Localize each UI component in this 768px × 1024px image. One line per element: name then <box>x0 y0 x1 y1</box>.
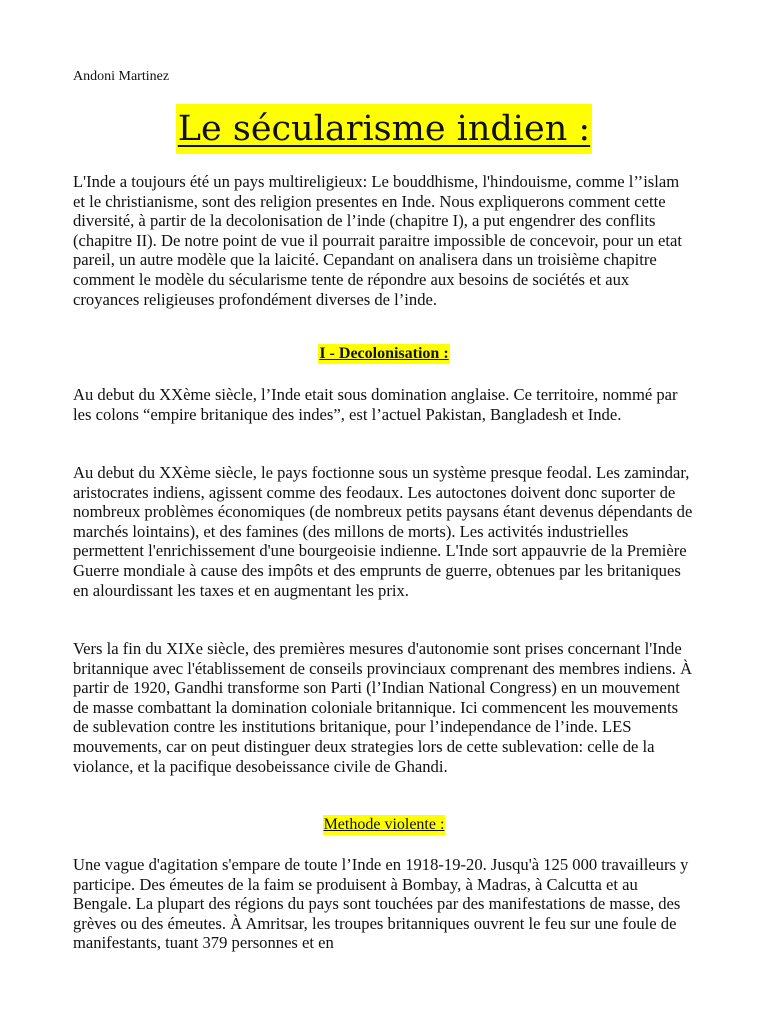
section1-paragraph-3: Vers la fin du XIXe siècle, des premières mesures d'autonomie sont prises concernant l'Inde britannique avec l'établissement de conseils provinciaux comprenant des membres indiens. À partir de 1920, Gandhi transforme son Parti (l’Indian National Congress) en un mouvement de masse combattant la domination coloniale britannique. Ici commencent les mouvements de sublevation contre les institutions britanique, pour l’independance de l’inde. LES mouvements, car on peut distinguer deux strategies lors de cette sublevation: celle de la violance, et la pacifique desobeissance civile de Ghandi. <box>73 639 693 776</box>
section2-heading-container <box>0 815 768 835</box>
section1-heading: I - Decolonisation : <box>319 345 449 362</box>
document-title: Le sécularisme indien : <box>176 104 592 154</box>
title-container <box>0 104 768 154</box>
section1-paragraph-2: Au debut du XXème siècle, le pays foctionne sous un système presque feodal. Les zamindar, aristocrates indiens, agissent comme des feodaux. Les autoctones doivent donc suporter de nombreux problèmes économiques (de nombreux petits paysans étant devenus dépendants de marchés lointains), et des famines (des millons de morts). Les activités industrielles permettent l'enrichissement d'une bourgeoisie indienne. L'Inde sort appauvrie de la Première Guerre mondiale à cause des impôts et des emprunts de guerre, obtenues par les britaniques en alourdissant les taxes et en augmentant les prix. <box>73 463 693 600</box>
section2-paragraph-1: Une vague d'agitation s'empare de toute l’Inde en 1918-19-20. Jusqu'à 125 000 travailleurs y participe. Des émeutes de la faim se produisent à Bombay, à Madras, à Calcutta et au Bengale. La plupart des régions du pays sont touchées par des manifestations de masse, des grèves ou des émeutes. À Amritsar, les troupes britanniques ouvrent le feu sur une foule de manifestants, tuant 379 personnes et en <box>73 855 689 953</box>
author-name: Andoni Martinez <box>73 69 170 84</box>
section1-heading-container <box>0 344 768 364</box>
section2-heading: Methode violente : <box>323 816 445 833</box>
section1-paragraph-1: Au debut du XXème siècle, l’Inde etait sous domination anglaise. Ce territoire, nommé par les colons “empire britanique des indes”, est l’actuel Pakistan, Bangladesh et Inde. <box>73 385 678 424</box>
intro-paragraph: L'Inde a toujours été un pays multireligieux: Le bouddhisme, l'hindouisme, comme l’’islam et le christianisme, sont des religion presentes en Inde. Nous expliquerons comment cette diversité, à partir de la decolonisation de l’inde (chapitre I), a put engendrer des conflits (chapitre II). De notre point de vue il pourrait paraitre impossible de concevoir, pour un etat pareil, un autre modèle que la laicité. Cepandant on analisera dans un troisième chapitre comment le modèle du sécularisme tente de répondre aux besoins de sociétés et aux croyances religieuses profondément diverses de l’inde. <box>73 172 682 309</box>
